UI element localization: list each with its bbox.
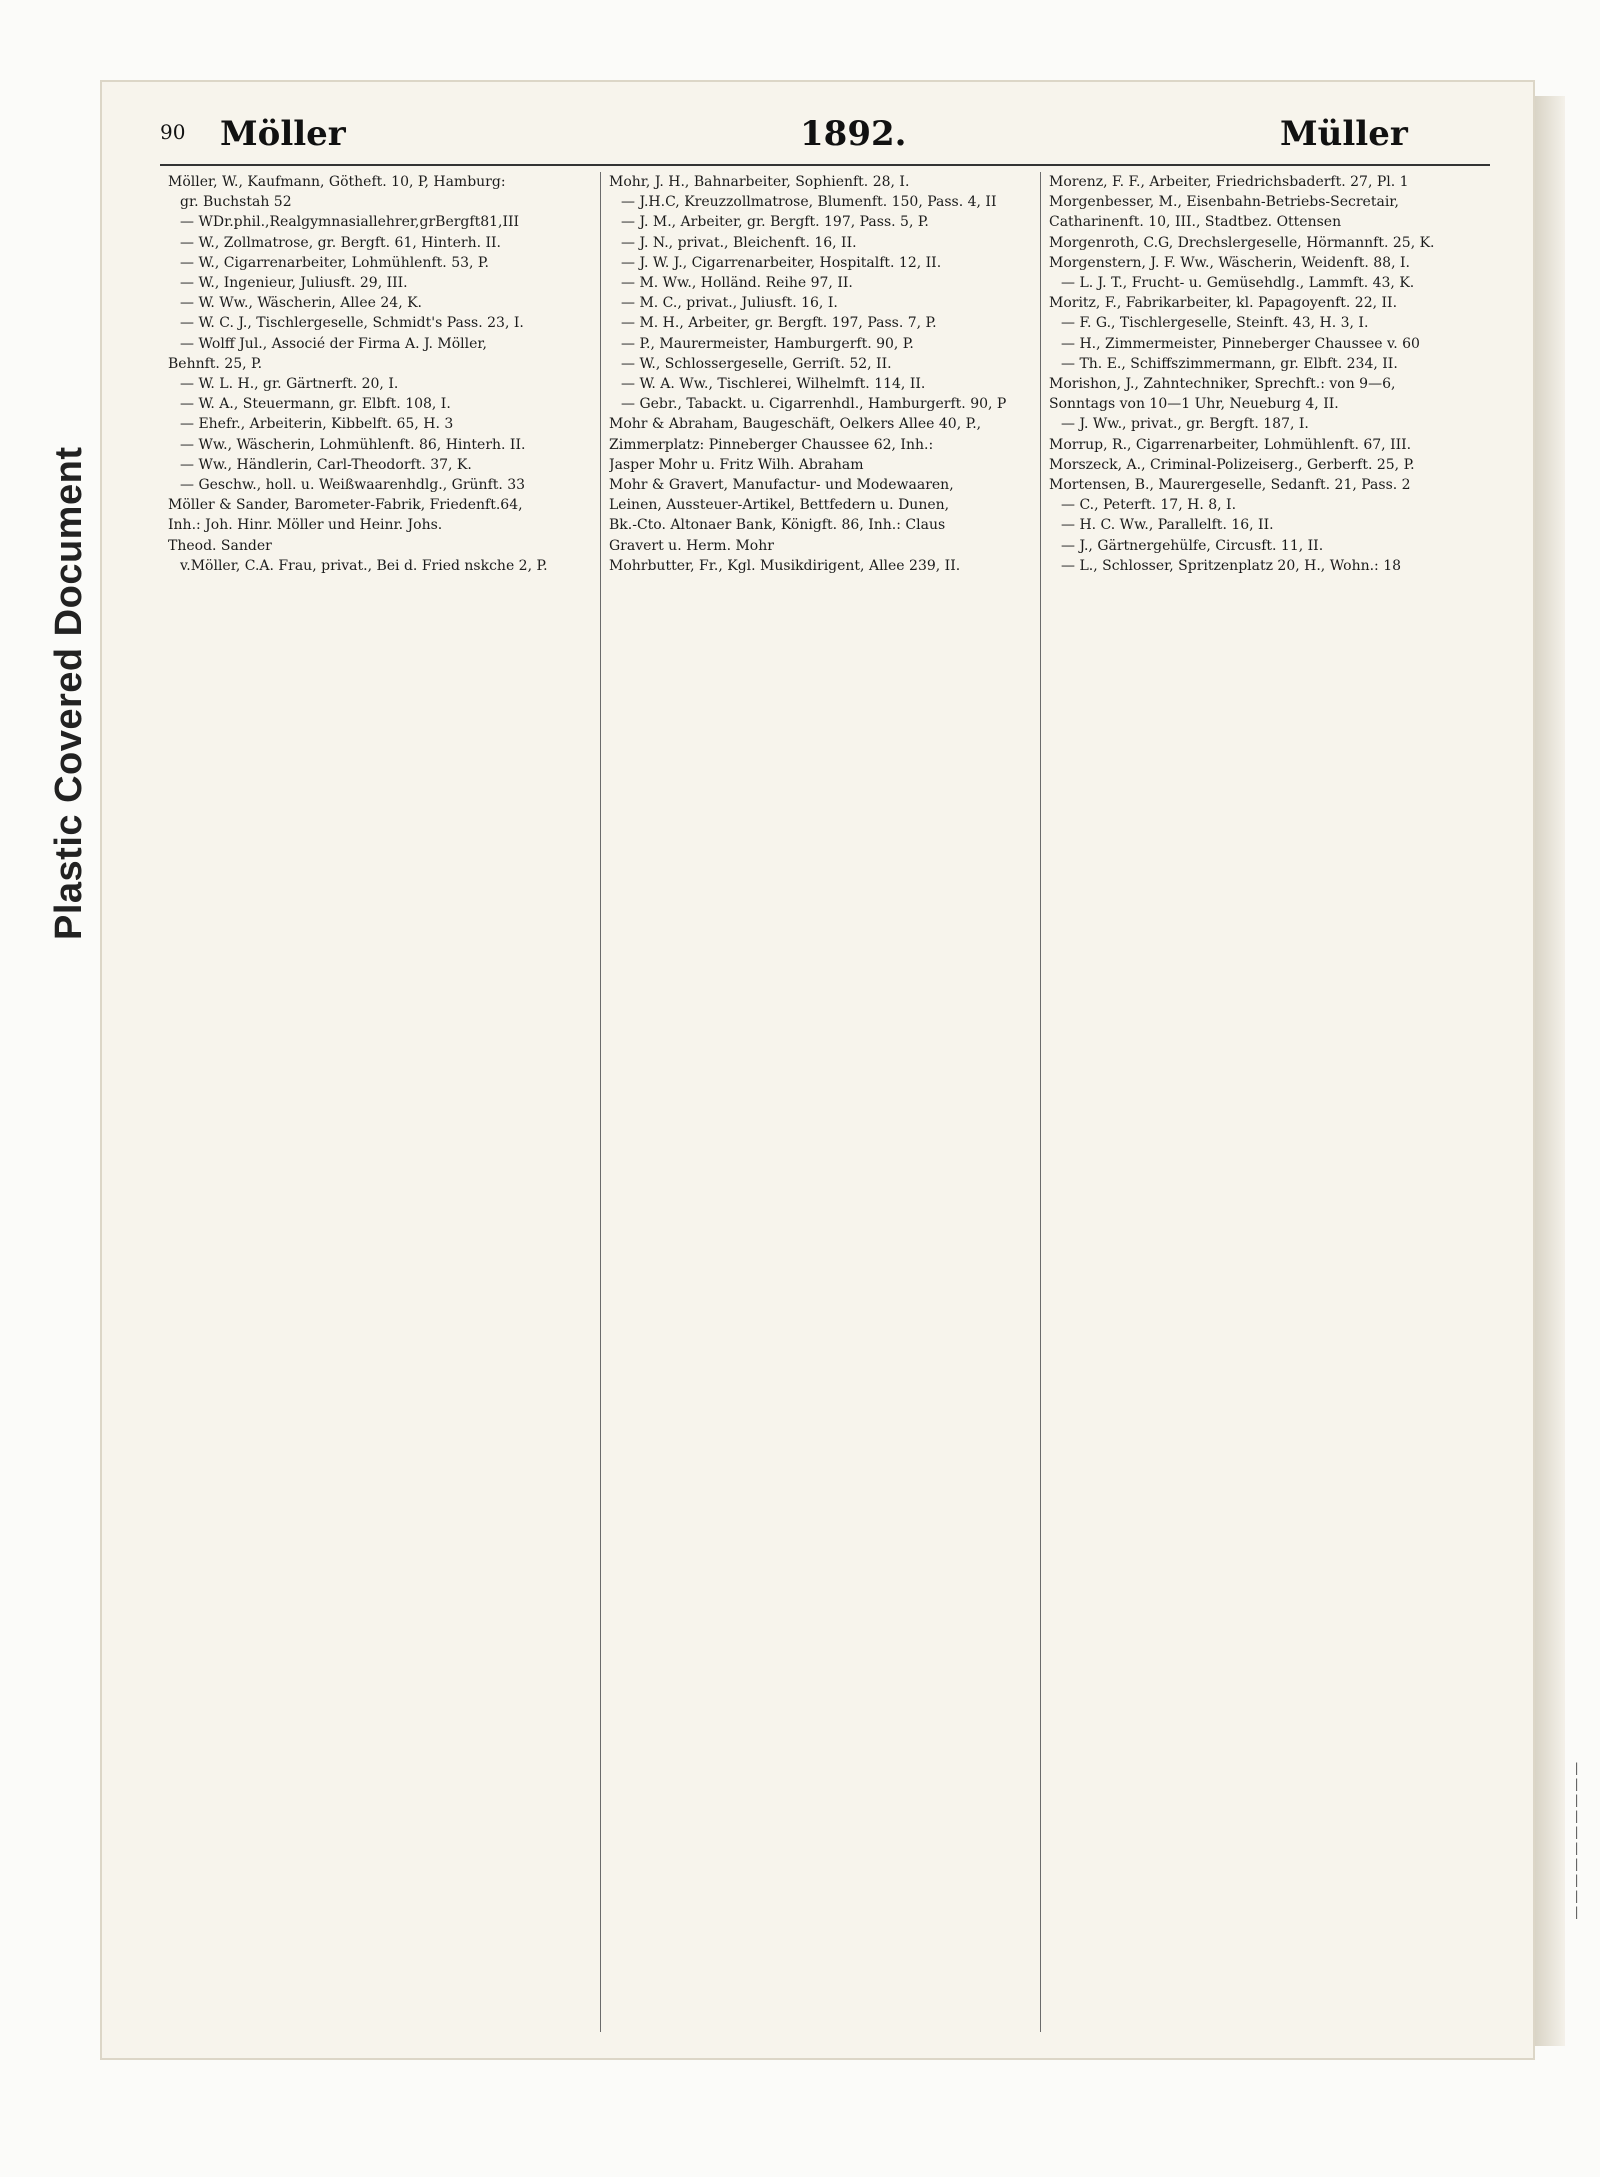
directory-entry: — W. A., Steuermann, gr. Elbft. 108, I. <box>180 396 451 413</box>
directory-entry: — J. Ww., privat., gr. Bergft. 187, I. <box>1061 416 1309 433</box>
directory-entry: Morishon, J., Zahntechniker, Sprechft.: von 9—6, <box>1049 376 1396 393</box>
directory-entry: Bk.-Cto. Altonaer Bank, Königft. 86, Inh.: Claus <box>609 517 946 534</box>
directory-entry: — L. J. T., Frucht- u. Gemüsehdlg., Lammft. 43, K. <box>1061 275 1415 292</box>
directory-entry: — W., Ingenieur, Juliusft. 29, III. <box>180 275 408 292</box>
directory-entry: Morgenbesser, M., Eisenbahn-Betriebs-Secretair, <box>1049 194 1399 211</box>
directory-entry: — H. C. Ww., Parallelft. 16, II. <box>1061 517 1274 534</box>
directory-entry: Zimmerplatz: Pinneberger Chaussee 62, Inh.: <box>609 436 934 453</box>
directory-entry: Mohr & Abraham, Baugeschäft, Oelkers Allee 40, P., <box>609 416 982 433</box>
directory-entry: Morenz, F. F., Arbeiter, Friedrichsbaderft. 27, Pl. 1 <box>1049 174 1409 190</box>
directory-entry: Morszeck, A., Criminal-Polizeiserg., Gerberft. 25, P. <box>1049 456 1415 473</box>
directory-entry: — J.H.C, Kreuzzollmatrose, Blumenft. 150, Pass. 4, II <box>621 194 997 211</box>
directory-page <box>100 80 1535 2060</box>
columns <box>160 172 1490 2032</box>
directory-entry: — WDr.phil.,Realgymnasiallehrer,grBergft81,III <box>180 214 520 231</box>
directory-entry: — W., Zollmatrose, gr. Bergft. 61, Hinterh. II. <box>180 234 501 251</box>
directory-entry: — M. H., Arbeiter, gr. Bergft. 197, Pass. 7, P. <box>621 315 937 332</box>
directory-entry: Morgenroth, C.G, Drechslergeselle, Hörmannft. 25, K. <box>1049 234 1435 251</box>
directory-entry: Behnft. 25, P. <box>168 355 263 372</box>
directory-entry: Möller, W., Kaufmann, Götheft. 10, P, Hamburg: <box>168 174 506 190</box>
directory-entry: — J., Gärtnergehülfe, Circusft. 11, II. <box>1061 537 1324 554</box>
directory-entry: v.Möller, C.A. Frau, privat., Bei d. Fried nskche 2, P. <box>180 557 548 574</box>
directory-entry: — J. W. J., Cigarrenarbeiter, Hospitalft. 12, II. <box>621 254 942 271</box>
directory-entry: Jasper Mohr u. Fritz Wilh. Abraham <box>609 456 864 473</box>
directory-entry: Moritz, F., Fabrikarbeiter, kl. Papagoyenft. 22, II. <box>1049 295 1398 312</box>
column-right <box>1040 172 1480 2032</box>
column-middle <box>600 172 1040 2032</box>
directory-entry: Mohr, J. H., Bahnarbeiter, Sophienft. 28, I. <box>609 174 910 190</box>
directory-entry: — W. Ww., Wäscherin, Allee 24, K. <box>180 295 422 312</box>
directory-entry: — Ehefr., Arbeiterin, Kibbelft. 65, H. 3 <box>180 416 454 433</box>
directory-entry: Morrup, R., Cigarrenarbeiter, Lohmühlenft. 67, III. <box>1049 436 1412 453</box>
directory-entry: — Geschw., holl. u. Weißwaarenhdlg., Grünft. 33 <box>180 477 526 494</box>
sidebar-label: Plastic Covered Document <box>48 446 90 940</box>
directory-entry: Sonntags von 10—1 Uhr, Neueburg 4, II. <box>1049 396 1339 413</box>
column-left <box>160 172 600 2032</box>
directory-entry: — W. C. J., Tischlergeselle, Schmidt's Pass. 23, I. <box>180 315 524 332</box>
directory-entry: — H., Zimmermeister, Pinneberger Chaussee v. 60 <box>1061 335 1420 352</box>
directory-entry: Catharinenft. 10, III., Stadtbez. Ottensen <box>1049 214 1342 231</box>
header-rule <box>160 164 1490 166</box>
directory-entry: Inh.: Joh. Hinr. Möller und Heinr. Johs. <box>168 517 443 534</box>
directory-entry: — J. M., Arbeiter, gr. Bergft. 197, Pass. 5, P. <box>621 214 929 231</box>
header-right-title: Müller <box>1280 114 1408 154</box>
directory-entry: Morgenstern, J. F. Ww., Wäscherin, Weidenft. 88, I. <box>1049 254 1410 271</box>
directory-entry: — J. N., privat., Bleichenft. 16, II. <box>621 234 857 251</box>
directory-entry: — W. A. Ww., Tischlerei, Wilhelmft. 114, II. <box>621 376 926 393</box>
page-spine <box>1535 96 1565 2046</box>
directory-entry: — Ww., Wäscherin, Lohmühlenft. 86, Hinterh. II. <box>180 436 526 453</box>
page-number: 90 <box>160 120 186 144</box>
directory-entry: Möller & Sander, Barometer-Fabrik, Friedenft.64, <box>168 497 523 514</box>
directory-entry: — C., Peterft. 17, H. 8, I. <box>1061 497 1237 514</box>
directory-entry: Mohrbutter, Fr., Kgl. Musikdirigent, Allee 239, II. <box>609 557 961 574</box>
page-header <box>160 114 1490 162</box>
directory-entry: Gravert u. Herm. Mohr <box>609 537 774 554</box>
directory-entry: Mohr & Gravert, Manufactur- und Modewaaren, <box>609 477 954 494</box>
directory-entry: — M. Ww., Holländ. Reihe 97, II. <box>621 275 853 292</box>
directory-entry: — Gebr., Tabackt. u. Cigarrenhdl., Hamburgerft. 90, P <box>621 396 1007 413</box>
directory-entry: — Wolff Jul., Associé der Firma A. J. Möller, <box>180 335 488 352</box>
directory-entry: — W., Cigarrenarbeiter, Lohmühlenft. 53, P. <box>180 254 489 271</box>
directory-entry: — L., Schlosser, Spritzenplatz 20, H., Wohn.: 18 <box>1061 557 1402 574</box>
directory-entry: — F. G., Tischlergeselle, Steinft. 43, H. 3, I. <box>1061 315 1369 332</box>
directory-entry: Leinen, Aussteuer-Artikel, Bettfedern u. Dunen, <box>609 497 950 514</box>
directory-entry: Theod. Sander <box>168 537 272 554</box>
directory-entry: — W. L. H., gr. Gärtnerft. 20, I. <box>180 376 399 393</box>
directory-entry: — P., Maurermeister, Hamburgerft. 90, P. <box>621 335 914 352</box>
header-year: 1892. <box>800 114 907 154</box>
directory-entry: — Ww., Händlerin, Carl-Theodorft. 37, K. <box>180 456 472 473</box>
header-left-title: Möller <box>220 114 346 154</box>
directory-entry: — Th. E., Schiffszimmermann, gr. Elbft. 234, II. <box>1061 355 1398 372</box>
margin-ticks: | | | | | | | | | | <box>1573 1761 1581 1919</box>
directory-entry: — W., Schlossergeselle, Gerriſt. 52, II. <box>621 355 892 372</box>
directory-entry: Mortensen, B., Maurergeselle, Sedanft. 21, Pass. 2 <box>1049 477 1411 494</box>
directory-entry: gr. Buchstah 52 <box>180 194 292 211</box>
directory-entry: — M. C., privat., Juliusft. 16, I. <box>621 295 838 312</box>
